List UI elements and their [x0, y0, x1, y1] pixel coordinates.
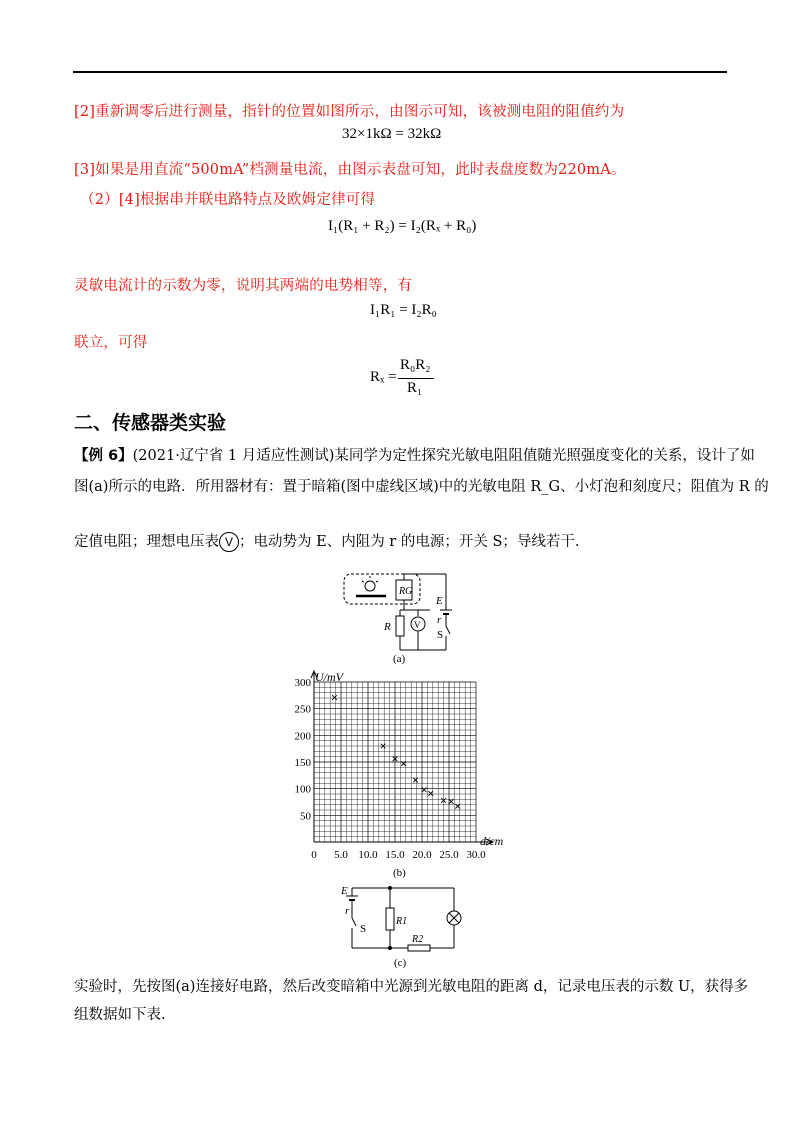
figure-c-caption: (c) [394, 957, 407, 969]
y-tick-label: 300 [294, 677, 311, 689]
data-point [413, 778, 418, 783]
label-r-internal: r [345, 905, 350, 917]
x-tick-label: 5.0 [334, 849, 348, 861]
label-s: S [437, 629, 444, 641]
series-equation: I₁(R₁ + R₂) = I₂(Rₓ + R₀) [328, 218, 477, 234]
after-text-1: 实验时，先按图(a)连接好电路，然后改变暗箱中光源到光敏电阻的距离 d，记录电压表的示数 U，获得多 [74, 979, 749, 995]
after-text-2: 组数据如下表. [74, 1007, 166, 1023]
example-intro: (2021·辽宁省 1 月适应性测试)某同学为定性探究光敏电阻阻值随光照强度变化的关系，设计了如 [132, 448, 755, 464]
y-tick-label: 100 [294, 783, 311, 796]
x-axis-label: d/cm [480, 834, 504, 848]
solution-step-4: （2）[4]根据串并联电路特点及欧姆定律可得 [80, 192, 376, 208]
label-e: E [436, 595, 443, 607]
y-axis-label: U/mV [315, 670, 343, 684]
chart-caption: (b) [393, 867, 406, 879]
chart-grid [314, 682, 476, 842]
data-point [449, 799, 454, 804]
example-line-3 [74, 530, 580, 552]
lamp-icon [365, 581, 375, 591]
rx-numerator: R₀R₂ [400, 357, 431, 373]
example-label: 【例 6】 [74, 448, 133, 464]
section-heading: 二、传感器类实验 [74, 412, 227, 434]
resistor-r2 [408, 945, 430, 951]
x-tick-label: 25.0 [439, 849, 459, 861]
solution-step-3: [3]如果是用直流“500mA”档测量电流，由图示表盘可知，此时表盘度数为220mA。 [74, 162, 626, 178]
circuit-diagram-a [338, 566, 468, 666]
label-v: V [414, 620, 421, 630]
label-r2: R2 [412, 934, 424, 945]
voltage-distance-chart [285, 668, 515, 880]
rx-lhs: Rₓ = [370, 369, 397, 385]
resistance-equation: 32×1kΩ = 32kΩ [342, 126, 442, 142]
x-tick-label: 30.0 [466, 849, 486, 861]
galvanometer-text: 灵敏电流计的示数为零，说明其两端的电势相等，有 [74, 278, 413, 294]
rx-denominator: R₁ [407, 380, 423, 396]
y-tick-label: 150 [294, 757, 311, 769]
circuit-diagram-c [338, 882, 468, 972]
example-line-1 [74, 444, 755, 465]
y-tick-label: 50 [300, 810, 311, 823]
data-point [422, 787, 427, 792]
chart-points [332, 695, 460, 808]
label-r1: R1 [396, 916, 408, 927]
example-line-2: 图(a)所示的电路．所用器材有：置于暗箱(图中虚线区域)中的光敏电阻 R_G、小灯泡和刻度尺；阻值为 R 的 [74, 479, 769, 495]
label-r: R [384, 621, 391, 633]
fraction-bar [398, 378, 434, 379]
header-rule [73, 71, 727, 73]
x-tick-label: 15.0 [385, 849, 405, 861]
voltmeter-symbol: V [219, 532, 239, 552]
example-line-3a: 定值电阻；理想电压表 [74, 534, 219, 550]
data-point [428, 791, 433, 796]
resistor-r1 [386, 908, 394, 930]
potential-equation: I₁R₁ = I₂R₀ [370, 302, 437, 318]
chart-ticks [295, 677, 487, 861]
x-tick-label: 0 [311, 849, 317, 861]
y-tick-label: 200 [294, 730, 311, 743]
solution-step-2: [2]重新调零后进行测量，指针的位置如图所示，由图示可知，该被测电阻的阻值约为 [74, 104, 625, 120]
figure-a-caption: (a) [393, 653, 406, 665]
y-tick-label: 250 [294, 703, 311, 716]
label-e: E [341, 885, 348, 897]
data-point [332, 695, 337, 700]
label-s: S [360, 923, 367, 935]
combine-text: 联立，可得 [74, 335, 148, 351]
chart-axes [311, 671, 493, 845]
label-rg: RG [399, 586, 413, 597]
x-tick-label: 20.0 [412, 849, 432, 861]
x-tick-label: 10.0 [358, 849, 378, 861]
label-r-internal: r [437, 614, 442, 626]
example-line-3b: ；电动势为 E、内阻为 r 的电源；开关 S；导线若干. [239, 534, 580, 550]
resistor-r [396, 616, 404, 636]
